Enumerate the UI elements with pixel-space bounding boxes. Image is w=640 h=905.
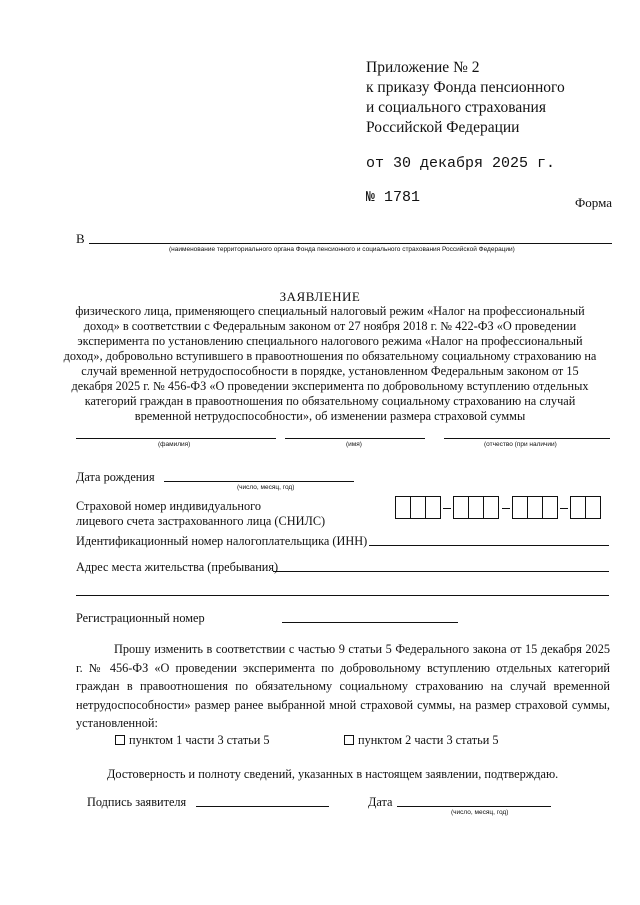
sign-date-field[interactable]	[397, 806, 551, 807]
address-label: Адрес места жительства (пребывания)	[76, 560, 279, 574]
surname-caption: (фамилия)	[158, 441, 191, 448]
option-1[interactable]	[115, 733, 270, 748]
snils-digit-3[interactable]	[425, 496, 441, 519]
snils-dash-3	[560, 508, 568, 509]
snils-digit-9[interactable]	[542, 496, 558, 519]
addressee-field[interactable]	[89, 243, 612, 244]
appendix-line3: и социального страхования	[366, 99, 546, 116]
snils-digit-4[interactable]	[453, 496, 469, 519]
signature-field[interactable]	[196, 806, 329, 807]
patronymic-caption: (отчество (при наличии)	[484, 441, 557, 448]
snils-digit-8[interactable]	[527, 496, 543, 519]
snils-label	[76, 499, 325, 529]
snils-digit-11[interactable]	[585, 496, 601, 519]
sign-date-label: Дата	[368, 795, 393, 809]
request-paragraph: Прошу изменить в соответствии с частью 9 статьи 5 Федерального закона от 15 декабря 2025 г. № 456-ФЗ «О проведении эксперимента по добровольному вступлению отдельных категорий граждан в правоотношения по обязательному социальному страхованию на случай временной нетрудоспособности» размер ранее выбранной мной страховой суммы, на размер страховой суммы, установленной:	[76, 642, 610, 730]
snils-digit-2[interactable]	[410, 496, 426, 519]
addressee-prefix: В	[76, 231, 85, 246]
appendix-line2: к приказу Фонда пенсионного	[366, 79, 565, 96]
addressee-caption: (наименование территориального органа Фонда пенсионного и социального страхования Российской Федерации)	[169, 246, 515, 253]
option-2-checkbox[interactable]	[344, 735, 354, 745]
option-2-label: пунктом 2 части 3 статьи 5	[358, 733, 499, 747]
snils-digit-10[interactable]	[570, 496, 586, 519]
reg-number-field[interactable]	[282, 622, 458, 623]
inn-field[interactable]	[369, 545, 609, 546]
signature-label: Подпись заявителя	[87, 795, 187, 809]
snils-label-line2: лицевого счета застрахованного лица (СНИЛС)	[76, 514, 326, 528]
address-field-line2[interactable]	[76, 595, 609, 596]
snils-digit-6[interactable]	[483, 496, 499, 519]
snils-dash-1	[443, 508, 451, 509]
option-2[interactable]	[344, 733, 499, 748]
appendix-number: № 1781	[366, 189, 421, 206]
snils-digit-7[interactable]	[512, 496, 528, 519]
appendix-line1: Приложение № 2	[366, 59, 480, 76]
inn-label: Идентификационный номер налогоплательщика (ИНН)	[76, 534, 368, 548]
option-1-checkbox[interactable]	[115, 735, 125, 745]
snils-label-line1: Страховой номер индивидуального	[76, 499, 262, 513]
address-field-line1[interactable]	[273, 571, 609, 572]
document-title: ЗАЯВЛЕНИЕ	[279, 289, 361, 304]
sign-date-caption: (число, месяц, год)	[451, 809, 509, 816]
reg-number-label: Регистрационный номер	[76, 611, 205, 625]
form-label: Форма	[575, 195, 612, 210]
first-name-field[interactable]	[285, 438, 425, 439]
birth-date-caption: (число, месяц, год)	[237, 484, 295, 491]
patronymic-field[interactable]	[444, 438, 610, 439]
document-subtitle: физического лица, применяющего специальный налоговый режим «Налог на профессиональный доход» в соответствии с Федеральным законом от 27 ноября 2018 г. № 422-ФЗ «О проведении эксперимента по установлению специального налогового режима «Налог на профессиональный доход», добровольно вступившего в правоотношения по обязательному социальному страхованию на случай временной нетрудоспособности в порядке, установленном Федеральным законом от 15 декабря 2025 г. № 456-ФЗ «О проведении эксперимента по добровольному вступлению отдельных категорий граждан в правоотношения по обязательному социальному страхованию на случай временной нетрудоспособности», об изменении размера страховой суммы	[63, 304, 597, 423]
confirmation-text: Достоверность и полноту сведений, указанных в настоящем заявлении, подтверждаю.	[107, 767, 559, 781]
first-name-caption: (имя)	[346, 441, 362, 448]
birth-date-label: Дата рождения	[76, 470, 155, 484]
snils-digit-5[interactable]	[468, 496, 484, 519]
appendix-block	[366, 58, 565, 208]
appendix-date: от 30 декабря 2025 г.	[366, 155, 556, 172]
snils-digit-1[interactable]	[395, 496, 411, 519]
surname-field[interactable]	[76, 438, 276, 439]
birth-date-field[interactable]	[164, 481, 354, 482]
option-1-label: пунктом 1 части 3 статьи 5	[129, 733, 270, 747]
snils-dash-2	[502, 508, 510, 509]
appendix-line4: Российской Федерации	[366, 119, 520, 136]
